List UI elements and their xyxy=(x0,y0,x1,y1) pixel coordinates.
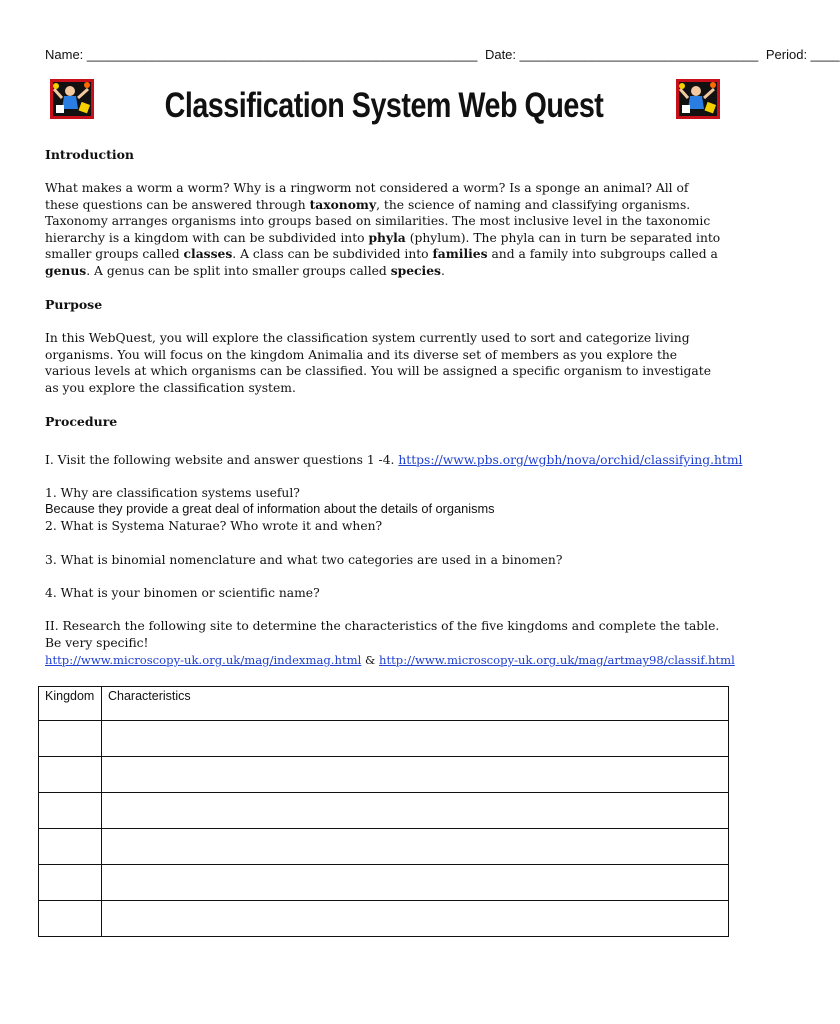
question-4: 4. What is your binomen or scientific name? xyxy=(45,586,320,600)
pbs-classifying-link[interactable]: https://www.pbs.org/wgbh/nova/orchid/classifying.html xyxy=(398,453,743,467)
table-header-row xyxy=(39,687,729,721)
column-header-characteristics: Characteristics xyxy=(102,687,729,721)
characteristics-cell[interactable] xyxy=(102,721,729,757)
procedure-heading: Procedure xyxy=(45,414,118,429)
purpose-paragraph: In this WebQuest, you will explore the classification system currently used to sort and categorize living organisms. You will focus on the kingdom Animalia and its diverse set of members as you explore the various levels at which organisms can be classified. You will be assigned a specific organism to investigate as you explore the classification system. xyxy=(45,331,711,395)
kingdom-cell[interactable] xyxy=(39,865,102,901)
part2-instruction: II. Research the following site to determine the characteristics of the five kingdoms and complete the table. Be very specific! xyxy=(45,619,720,650)
table-row xyxy=(39,793,729,829)
bold-term: families xyxy=(432,246,488,262)
table-row xyxy=(39,757,729,793)
date-field[interactable]: Date: _________________________________ xyxy=(484,47,759,62)
intro-text: , the science of naming and classifying organisms. Taxonomy arranges organisms into groups based on similarities. The most inclusive level in the taxonomic hierarchy is a kingdom with can be subdivided into xyxy=(45,197,711,245)
link-separator: & xyxy=(361,653,380,667)
introduction-heading: Introduction xyxy=(45,147,135,162)
name-field[interactable]: Name: ______________________________________________________ xyxy=(45,47,478,62)
column-header-kingdom: Kingdom xyxy=(39,687,102,721)
table-row xyxy=(39,829,729,865)
kingdom-cell[interactable] xyxy=(39,721,102,757)
answer-1[interactable]: Because they provide a great deal of information about the details of organisms xyxy=(45,501,495,516)
microscopy-classif-link[interactable]: http://www.microscopy-uk.org.uk/mag/artmay98/classif.html xyxy=(379,653,735,667)
kingdom-table xyxy=(38,686,729,937)
intro-text: What makes a worm a worm? Why is a ringworm not considered a worm? Is a sponge an animal? All of these questions can be answered through xyxy=(45,181,689,212)
intro-text: . A class can be subdivided into xyxy=(232,247,433,262)
intro-text: . A genus can be split into smaller groups called xyxy=(86,263,391,278)
characteristics-cell[interactable] xyxy=(102,865,729,901)
part1-text: I. Visit the following website and answer questions 1 -4. xyxy=(45,453,399,467)
question-1: 1. Why are classification systems useful? xyxy=(45,486,300,500)
student-info-line xyxy=(45,47,840,62)
introduction-paragraph xyxy=(45,180,725,280)
characteristics-cell[interactable] xyxy=(102,901,729,937)
intro-text: and a family into subgroups called a xyxy=(487,247,718,262)
table-row xyxy=(39,901,729,937)
page-title: Classification System Web Quest xyxy=(164,86,604,125)
juggler-clipart-icon xyxy=(676,79,720,119)
table-row xyxy=(39,865,729,901)
microscopy-links xyxy=(45,652,735,668)
part1-instruction xyxy=(45,452,742,468)
characteristics-cell[interactable] xyxy=(102,829,729,865)
question-3: 3. What is binomial nomenclature and what two categories are used in a binomen? xyxy=(45,553,563,567)
bold-term: phyla xyxy=(368,229,406,245)
characteristics-cell[interactable] xyxy=(102,757,729,793)
bold-term: genus xyxy=(45,262,87,278)
bold-term: species xyxy=(390,262,441,278)
microscopy-indexmag-link[interactable]: http://www.microscopy-uk.org.uk/mag/indexmag.html xyxy=(45,653,362,667)
intro-text: . xyxy=(440,263,445,278)
kingdom-cell[interactable] xyxy=(39,793,102,829)
intro-text: (phylum). The phyla can in turn be separated into smaller groups called xyxy=(45,230,721,262)
purpose-heading: Purpose xyxy=(45,297,103,312)
kingdom-cell[interactable] xyxy=(39,757,102,793)
bold-term: taxonomy xyxy=(309,196,377,212)
bold-term: classes xyxy=(183,246,233,262)
kingdom-cell[interactable] xyxy=(39,829,102,865)
kingdom-cell[interactable] xyxy=(39,901,102,937)
question-2: 2. What is Systema Naturae? Who wrote it and when? xyxy=(45,519,383,533)
characteristics-cell[interactable] xyxy=(102,793,729,829)
table-row xyxy=(39,721,729,757)
period-field[interactable]: Period: ____ xyxy=(765,47,840,62)
